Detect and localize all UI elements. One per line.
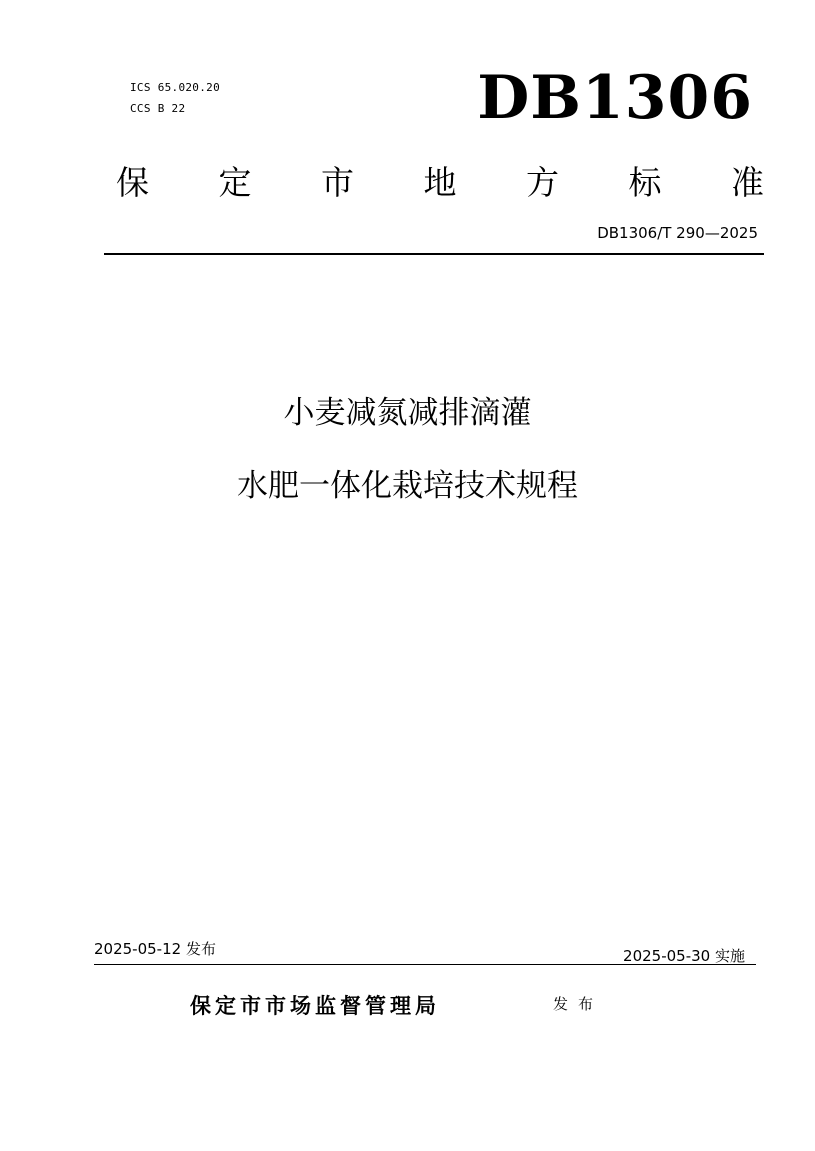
- issue-label: 发布: [553, 995, 604, 1013]
- effective-date: 2025-05-30 实施: [623, 947, 745, 965]
- standard-kind-char: 市: [321, 163, 354, 202]
- header-divider: [104, 253, 764, 255]
- standard-code: DB1306: [477, 63, 753, 133]
- publish-date: 2025-05-12 发布: [94, 940, 216, 958]
- standard-kind-char: 方: [526, 163, 559, 202]
- document-title-line-1: 小麦减氮减排滴灌: [283, 395, 532, 431]
- standard-number: DB1306/T 290—2025: [597, 224, 758, 242]
- ccs-code: CCS B 22: [130, 102, 186, 115]
- ics-code: ICS 65.020.20: [130, 81, 220, 94]
- standard-kind-title: [116, 163, 764, 202]
- standard-kind-char: 定: [218, 163, 252, 202]
- standard-kind-char: 地: [423, 163, 457, 202]
- document-title-line-2: 水肥一体化栽培技术规程: [237, 468, 578, 504]
- standard-kind-char: 保: [116, 163, 149, 202]
- standard-kind-char: 准: [731, 163, 764, 202]
- standard-kind-char: 标: [628, 163, 662, 202]
- issuing-authority: 保定市市场监督管理局: [190, 994, 440, 1018]
- footer-divider: [94, 964, 756, 965]
